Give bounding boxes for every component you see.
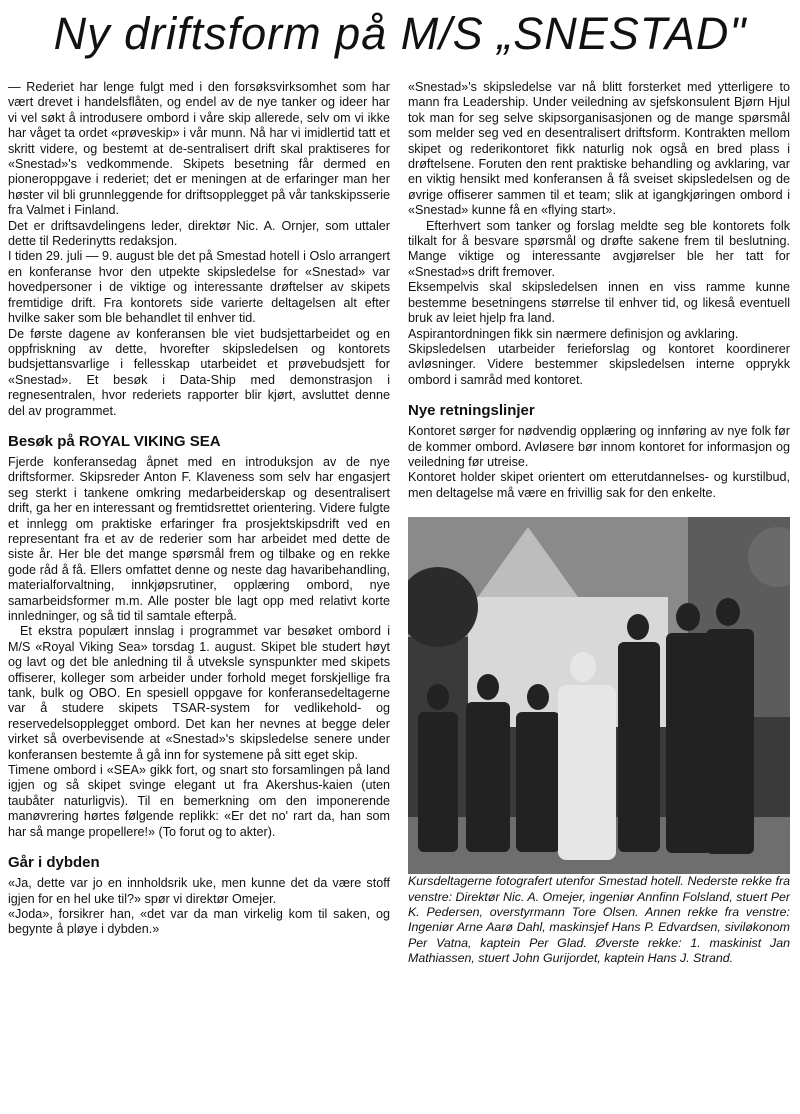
paragraph: Efterhvert som tanker og forslag meldte seg ble kontorets folk tilkalt for å besvare spørsmål og drøfte sakene frem til beslutning. Mange viktige og interessante avgjørelser ble her tatt for «Snestad»s drift fremover.: [408, 218, 790, 279]
paragraph: Timene ombord i «SEA» gikk fort, og snart sto forsamlingen på land igjen og så skipet svinge elegant ut fra Akershus-kaien (uten taubåter naturligvis). Til en bemerkning om den imponerende manøvrering hørtes følgende replikk: «Er det no' rart da, han som har så mange propellere!» (To forut og to akter).: [8, 763, 390, 839]
paragraph: De første dagene av konferansen ble viet budsjettarbeidet og en oppfriskning av dette, hvorefter skipsledelsen og kontorets budsjettansvarlige i fellesskap utarbeidet et prøvebudsjett for «Snestad». Et besøk i Data-Ship med demonstrasjon i regnesentralen, hvor rederiets rapporter blir kjørt, avsluttet denne del av programmet.: [8, 326, 390, 418]
photo-caption: Kursdeltagerne fotografert utenfor Smestad hotell. Nederste rekke fra venstre: Direktør Nic. A. Omejer, ingeniør Annfinn Folsland, stuert Per K. Pedersen, overstyrmann Tore Olsen. Annen rekke fra venstre: Ingeniør Arne Aarø Dahl, maskinsjef Hans P. Edvardsen, siviløkonom Per Vatna, kaptein Per Glad. Øverste rekke: 1. maskinist Jan Mathiassen, stuert John Gurijordet, kaptein Hans J. Strand.: [408, 874, 790, 966]
page-title: Ny driftsform på M/S „SNESTAD": [53, 8, 747, 59]
paragraph: «Ja, dette var jo en innholdsrik uke, men kunne det da være stoff igjen for en hel uke til?» spør vi direktør Omejer.: [8, 876, 390, 906]
section-heading: Besøk på ROYAL VIKING SEA: [8, 432, 221, 450]
paragraph: Kontoret sørger for nødvendig opplæring og innføring av nye folk før de kommer ombord. Avløsere bør innom kontoret for informasjon og veiledning før utreise.: [408, 424, 790, 469]
paragraph: «Snestad»'s skipsledelse var nå blitt forsterket med ytterligere to mann fra Leadership. Under veiledning av sjefskonsulent Bjørn Hjul tok man for seg selve skipsorganisasjonen og de mange spørsmål som melder seg ved en desentralisert driftsform. Kontrakten mellom skipet og rederikontoret fikk naturlig nok også en bred plass i drøftelsene. Foruten den rent praktiske behandling og avklaring, var en viktig hensikt med konferansen å få sveiset skipsledelsen og de øvrige offiserer sammen til et team; slik at igangkjøringen ombord i «Snestad» kunne få en «flying start».: [408, 80, 790, 218]
section-heading: Går i dybden: [8, 854, 100, 872]
paragraph: Kontoret holder skipet orientert om etterutdannelses- og kurstilbud, men deltagelse må være en frivillig sak for den enkelte.: [408, 470, 790, 500]
paragraph: Aspirantordningen fikk sin nærmere definisjon og avklaring.: [408, 326, 739, 341]
group-photo-image: [408, 517, 790, 874]
paragraph: Fjerde konferansedag åpnet med en introduksjon av de nye driftsformer. Skipsreder Anton F. Klaveness som selv har engasjert seg sterkt i tankene omkring medarbeiderskap og desentralisert drift, ga her en interessant og fremtidsrettet orientering. Videre fulgte et innlegg om praktiske erfaringer fra prosjektskipsdrift ved en representant fra et av de rederier som har arbeidet med dette de siste år. Her ble det mange spørsmål frem og tilbake og en rekke gode råd å få. Ellers omfattet denne og neste dag havaribehandling, materialforvaltning, innkjøpsrutiner, opplæring ombord, nye samarbeidsformer m.m. Alle poster ble lagt opp med relativt korte innledninger, og så tid til samtale efterpå.: [8, 454, 390, 623]
paragraph: Eksempelvis skal skipsledelsen innen en viss ramme kunne bestemme besetningens størrelse til enhver tid, og likeså eventuell bruk av leiet hjelp fra land.: [408, 280, 790, 326]
paragraph: «Joda», forsikrer han, «det var da man virkelig kom til saken, og begynte å pløye i dybden.»: [8, 906, 390, 937]
paragraph: Det er driftsavdelingens leder, direktør Nic. A. Ornjer, som uttaler dette til Rederinytts redaksjon.: [8, 218, 390, 249]
paragraph: Et ekstra populært innslag i programmet var besøket ombord i M/S «Royal Viking Sea» torsdag 1. august. Skipet ble studert høyt og lavt og det ble anledning til å utveksle synspunkter med skipets offiserer, kolleger som arbeider under forhold meget forskjellige fra tank, bulk og OBO. En spesiell oppgave for konferansedeltagerne var å studere skipets TSAR-system for vedlikehold- og reservedelsopplegget ombord. Det kan her nevnes at begge deler virket så overbevisende at «Snestad»'s skipsledelse senere under konferansen bestemte å gå inn for systemene på sitt eget skip.: [8, 624, 390, 762]
paragraph: — Rederiet har lenge fulgt med i den forsøksvirksomhet som har vært drevet i handelsflåten, og endel av de nye tanker og ideer har vi vel søkt å introdusere ombord i våre skip allerede, selv om vi ikke har våget ta ordet «prøveskip» i vår munn. Nå har vi imidlertid tatt et skritt videre, og bestemt at de-sentralisert drift skal praktiseres for «Snestad»'s vedkommende. Skipets besetning får dermed en pioneroppgave i rederiet; det er meningen at de erfaringer man her høster vil bli grunnleggende for driftsopplegget på vår tankskipsserie fra Valmet i Finland.: [8, 80, 390, 218]
group-photo: [408, 517, 790, 874]
left-column: [8, 80, 390, 938]
section-heading: Nye retningslinjer: [408, 402, 535, 420]
paragraph: I tiden 29. juli — 9. august ble det på Smestad hotell i Oslo arrangert en konferanse hvor den utpekte skipsledelse for «Snestad» var hovedpersoner i de viktige og interessante drøftelser av skipets fremtidige drift. Fra kontorets side varierte deltagelsen alt efter hvilke saker som ble behandlet til enhver tid.: [8, 249, 390, 326]
right-column: [408, 80, 790, 967]
paragraph: Skipsledelsen utarbeider ferieforslag og kontoret koordinerer avløsninger. Videre bestemmer skipsledelsen interne opprykk ombord i samråd med kontoret.: [408, 341, 790, 387]
